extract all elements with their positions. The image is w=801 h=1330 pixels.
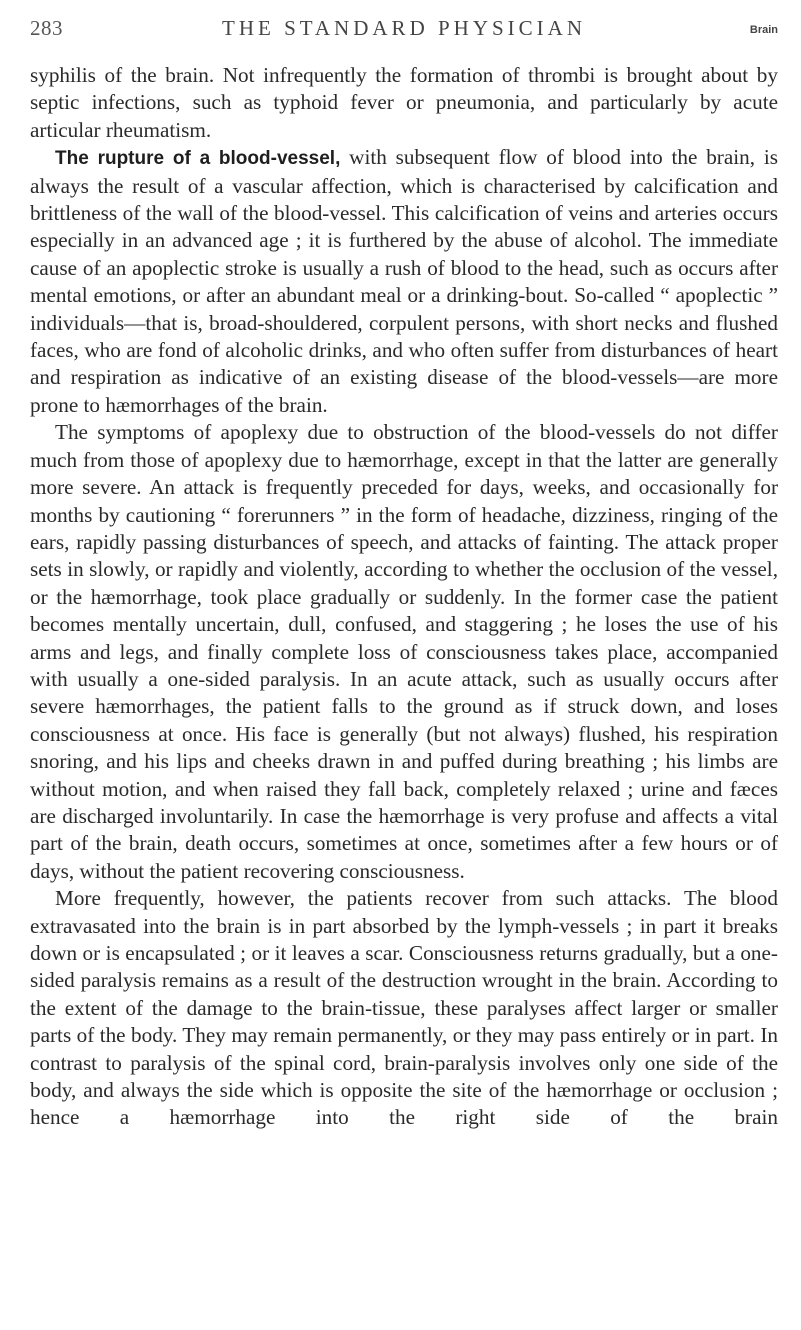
section-tag: Brain	[749, 24, 778, 36]
paragraph-continuation	[30, 62, 778, 144]
page-body	[30, 62, 778, 1132]
paragraph-blood-vessel-rupture	[30, 144, 778, 419]
page-header	[30, 14, 778, 44]
paragraph-text: More frequently, however, the patients recover from such attacks. The blood extravasated into the brain is in part absorbed by the lymph-vessels ; in part it breaks down or is encapsulated ; or it leaves a scar. Consciousness returns gradually, but a one-sided paralysis remains as a result of the destruction wrought in the brain. According to the extent of the damage to the brain-tissue, these paralyses affect larger or smaller parts of the body. They may remain permanently, or they may pass entirely or in part. In contrast to paralysis of the spinal cord, brain-paralysis involves only one side of the body, and always the side which is opposite the site of the hæmorrhage or occlusion ; hence a hæmorrhage into the right side of the brain	[30, 886, 778, 1130]
running-head: THE STANDARD PHYSICIAN	[222, 16, 586, 40]
paragraph-text: syphilis of the brain. Not infrequently the formation of thrombi is brought about by septic infections, such as typhoid fever or pneumonia, and particularly by acute articular rheumatism.	[30, 63, 778, 142]
paragraph-recovery	[30, 885, 778, 1132]
paragraph-text: with subsequent flow of blood into the brain, is always the result of a vascular affection, which is characterised by calcification and brittleness of the wall of the blood-vessel. This calcification of veins and arteries occurs especially in an advanced age ; it is furthered by the abuse of alcohol. The immediate cause of an apoplectic stroke is usually a rush of blood to the head, such as occurs after mental emotions, or after an abundant meal or a drinking-bout. So-called “ apoplectic ” individuals—that is, broad-shouldered, corpulent persons, with short necks and flushed faces, who are fond of alcoholic drinks, and who often suffer from disturbances of heart and respiration as indicative of an existing disease of the blood-vessels—are more prone to hæmorrhages of the brain.	[30, 145, 778, 417]
paragraph-lead-heading: The rupture of a blood-vessel,	[55, 148, 341, 170]
paragraph-text: The symptoms of apoplexy due to obstruction of the blood-vessels do not differ much from those of apoplexy due to hæmorrhage, except in that the latter are generally more severe. An attack is frequently preceded for days, weeks, and occasionally for months by cautioning “ forerunners ” in the form of headache, dizziness, ringing of the ears, rapidly passing disturbances of speech, and attacks of fainting. The attack proper sets in slowly, or rapidly and violently, according to whether the occlusion of the vessel, or the hæmorrhage, took place gradually or suddenly. In the former case the patient becomes mentally uncertain, dull, confused, and staggering ; he loses the use of his arms and legs, and finally complete loss of consciousness takes place, accompanied with usually a one-sided paralysis. In an acute attack, such as usually occurs after severe hæmorrhages, the patient falls to the ground as if struck down, and loses consciousness at once. His face is generally (but not always) flushed, his respiration snoring, and his lips and cheeks drawn in and puffed during breathing ; his limbs are without motion, and when raised they fall back, completely relaxed ; urine and fæces are discharged involuntarily. In case the hæmorrhage is very profuse and affects a vital part of the brain, death occurs, sometimes at once, sometimes after a few hours or of days, without the patient recovering consciousness.	[30, 420, 778, 883]
paragraph-symptoms	[30, 419, 778, 885]
page-number: 283	[30, 16, 63, 40]
